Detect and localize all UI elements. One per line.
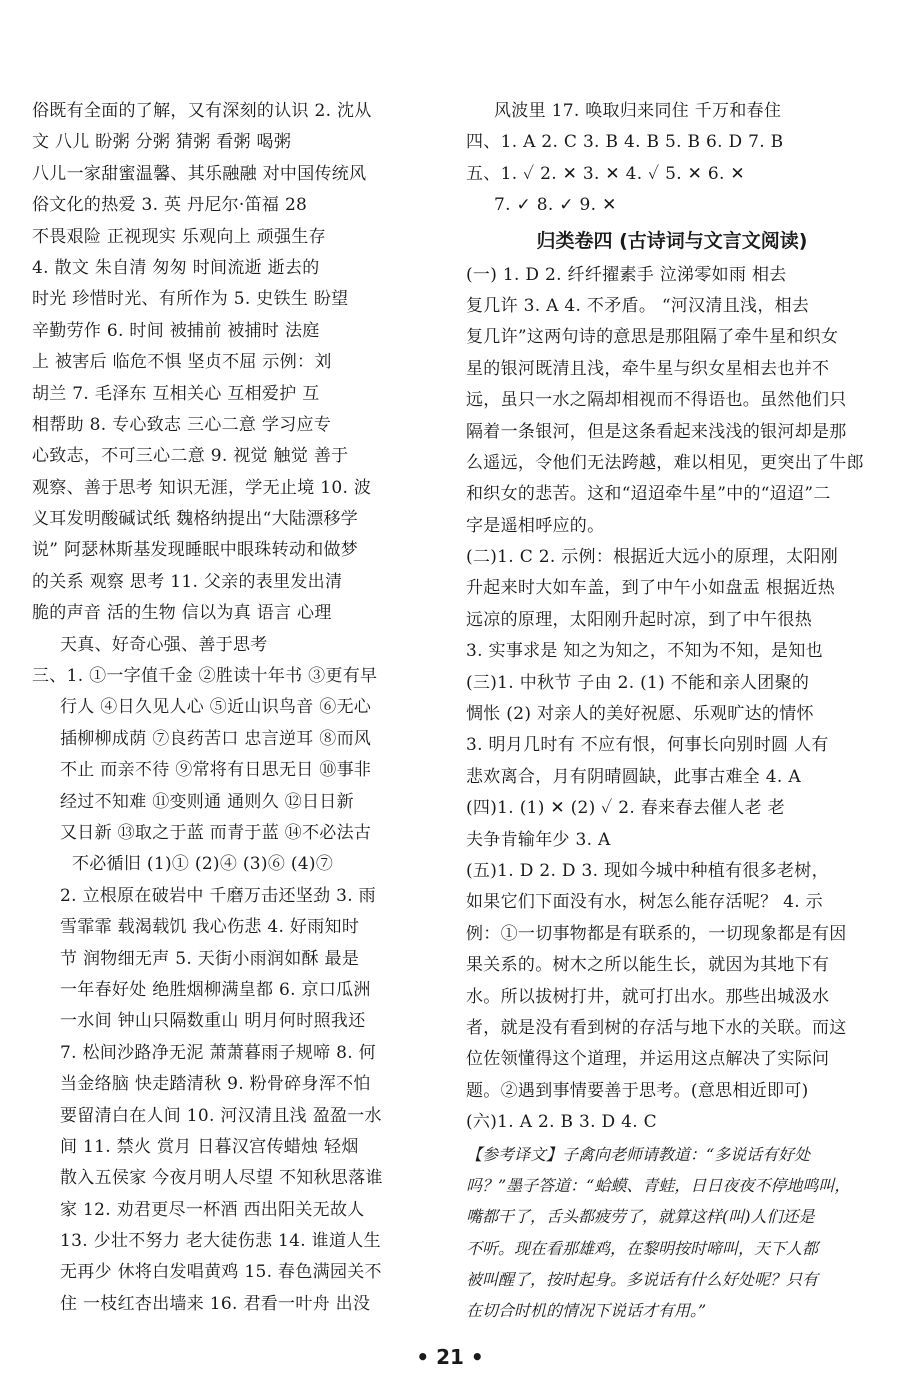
right-column (466, 96, 878, 1327)
text-line: 住 一枝红杏出墙来 16. 君看一叶舟 出没 (60, 1293, 371, 1314)
text-line: 不止 而亲不待 ⑨常将有日思无日 ⑩事非 (60, 760, 372, 781)
text-line: 隔着一条银河，但是这条看起来浅浅的银河却是那 (466, 421, 847, 442)
section-3-start: 三、1. ①一字值千金 ②胜读十年书 ③更有早 (32, 666, 378, 687)
translation-note: 在切合时机的情况下说话才有用。” (466, 1301, 707, 1321)
text-line: 2. 立根原在破岩中 千磨万击还坚劲 3. 雨 (60, 885, 376, 906)
text-line: 又日新 ⑬取之于蓝 而青于蓝 ⑭不必法古 (60, 822, 372, 843)
text-line: 天真、好奇心强、善于思考 (60, 634, 268, 655)
text-line: 字是遥相呼应的。 (466, 515, 605, 536)
text-line: 夫争肯输年少 3. A (466, 829, 611, 850)
text-line: 不必循旧 (1)① (2)④ (3)⑥ (4)⑦ (72, 854, 334, 875)
text-line: 节 润物细无声 5. 天街小雨润如酥 最是 (60, 948, 360, 969)
text-line: 果关系的。树木之所以能生长，就因为其地下有 (466, 955, 830, 976)
text-line: 远凉的原理，太阳刚升起时凉，到了中午很热 (466, 609, 812, 630)
translation-note: 不听。现在看那雄鸡，在黎明按时啼叫，天下人都 (466, 1238, 819, 1258)
text-line: 不畏艰险 正视现实 乐观向上 顽强生存 (32, 226, 326, 247)
text-line: 4. 散文 朱自清 匆匆 时间流逝 逝去的 (32, 257, 320, 278)
text-line: (六)1. A 2. B 3. D 4. C (466, 1112, 657, 1133)
text-line: 时光 珍惜时光、有所作为 5. 史铁生 盼望 (32, 289, 349, 310)
text-line: 一水间 钟山只隔数重山 明月何时照我还 (60, 1011, 366, 1032)
translation-note: 【参考译文】子禽向老师请教道：“多说话有好处 (466, 1144, 811, 1164)
text-line: 观察、善于思考 知识无涯，学无止境 10. 波 (32, 477, 372, 498)
text-line: 么遥远，令他们无法跨越，难以相见，更突出了牛郎 (466, 452, 864, 473)
text-line: 悲欢离合，月有阴晴圆缺，此事古难全 4. A (466, 766, 801, 787)
text-line: 如果它们下面没有水，树怎么能存活呢？ 4. 示 (466, 892, 823, 913)
text-line: 胡兰 7. 毛泽东 互相关心 互相爱护 互 (32, 383, 320, 404)
text-line: 7. ✓ 8. ✓ 9. ✕ (494, 195, 617, 216)
text-line: 心致志，不可三心二意 9. 视觉 触觉 善于 (32, 446, 349, 467)
text-line: 例：①一切事物都是有联系的，一切现象都是有因 (466, 923, 847, 944)
text-line: 雪霏霏 载渴载饥 我心伤悲 4. 好雨知时 (60, 917, 360, 938)
text-line: 题。②遇到事情要善于思考。(意思相近即可) (466, 1080, 809, 1101)
text-line: 复几许”这两句诗的意思是那阻隔了牵牛星和织女 (466, 327, 839, 348)
translation-note: 吗？”墨子答道：“蛤蟆、青蛙，日日夜夜不停地鸣叫， (466, 1175, 851, 1195)
section-heading: 归类卷四 (古诗词与文言文阅读) (536, 229, 808, 252)
text-line: 家 12. 劝君更尽一杯酒 西出阳关无故人 (60, 1199, 365, 1220)
text-line: 说” 阿瑟林斯基发现睡眠中眼珠转动和做梦 (32, 540, 359, 561)
text-line: 上 被害后 临危不惧 坚贞不屈 示例：刘 (32, 352, 332, 373)
text-line: 经过不知难 ⑪变则通 通则久 ⑫日日新 (60, 791, 354, 812)
text-line: 水。所以拔树打井，就可打出水。那些出城汲水 (466, 986, 830, 1007)
text-line: 义耳发明酸碱试纸 魏格纳提出“大陆漂移学 (32, 509, 359, 530)
text-line: 远，虽只一水之隔却相视而不得语也。虽然他们只 (466, 390, 847, 411)
text-line: (三)1. 中秋节 子由 2. (1) 不能和亲人团聚的 (466, 672, 810, 693)
translation-note: 嘴都干了，舌头都疲劳了，就算这样(叫)人们还是 (466, 1207, 815, 1227)
text-line: 要留清白在人间 10. 河汉清且浅 盈盈一水 (60, 1105, 382, 1126)
text-line: 者，就是没有看到树的存活与地下水的关联。而这 (466, 1017, 847, 1038)
text-line: (四)1. (1) ✕ (2) ✓ 2. 春来春去催人老 老 (466, 798, 785, 819)
text-line: 和织女的悲苦。这和“迢迢牵牛星”中的“迢迢”二 (466, 484, 831, 505)
text-line: 位佐领懂得这个道理，并运用这点解决了实际问 (466, 1049, 830, 1070)
text-line: (一) 1. D 2. 纤纤擢素手 泣涕零如雨 相去 (466, 264, 787, 285)
text-line: 八儿一家甜蜜温馨、其乐融融 对中国传统风 (32, 163, 367, 184)
text-line: 行人 ④日久见人心 ⑤近山识鸟音 ⑥无心 (60, 697, 372, 718)
text-line: 惆怅 (2) 对亲人的美好祝愿、乐观旷达的情怀 (466, 704, 814, 725)
text-line: 俗文化的热爱 3. 英 丹尼尔·笛福 28 (32, 195, 308, 216)
text-line: 相帮助 8. 专心致志 三心二意 学习应专 (32, 414, 332, 435)
text-line: 当金络脑 快走踏清秋 9. 粉骨碎身浑不怕 (60, 1074, 371, 1095)
text-line: 风波里 17. 唤取归来同住 千万和春住 (494, 101, 782, 121)
text-line: 脆的声音 活的生物 信以为真 语言 心理 (32, 603, 332, 624)
page-number: • 21 • (416, 1345, 484, 1369)
section-5-answers: 五、1. ✓ 2. ✕ 3. ✕ 4. ✓ 5. ✕ 6. ✕ (466, 163, 745, 184)
section-4-answers: 四、1. A 2. C 3. B 4. B 5. B 6. D 7. B (466, 132, 784, 153)
text-line: 复几许 3. A 4. 不矛盾。 “河汉清且浅，相去 (466, 295, 810, 316)
text-line: 无再少 休将白发唱黄鸡 15. 春色满园关不 (60, 1262, 382, 1283)
text-line: 升起来时大如车盖，到了中午小如盘盂 根据近热 (466, 578, 836, 599)
text-line: 7. 松间沙路净无泥 萧萧暮雨子规啼 8. 何 (60, 1042, 376, 1063)
text-line: 辛勤劳作 6. 时间 被捕前 被捕时 法庭 (32, 320, 320, 341)
text-line: 一年春好处 绝胜烟柳满皇都 6. 京口瓜洲 (60, 979, 371, 1000)
text-line: 散入五侯家 今夜月明人尽望 不知秋思落谁 (60, 1168, 383, 1189)
text-line: 3. 实事求是 知之为知之，不知为不知，是知也 (466, 641, 823, 662)
translation-note: 被叫醒了，按时起身。多说话有什么好处呢？只有 (466, 1270, 819, 1290)
text-line: 俗既有全面的了解，又有深刻的认识 2. 沈从 (32, 101, 372, 121)
text-line: 13. 少壮不努力 老大徒伤悲 14. 谁道人生 (60, 1231, 381, 1252)
text-line: 星的银河既清且浅，牵牛星与织女星相去也并不 (466, 358, 830, 379)
text-line: (五)1. D 2. D 3. 现如今城中种植有很多老树， (466, 860, 829, 881)
text-line: (二)1. C 2. 示例：根据近大远小的原理，太阳刚 (466, 547, 839, 568)
text-line: 的关系 观察 思考 11. 父亲的表里发出清 (32, 571, 343, 592)
text-line: 文 八儿 盼粥 分粥 猜粥 看粥 喝粥 (32, 132, 292, 153)
text-line: 间 11. 禁火 赏月 日暮汉宫传蜡烛 轻烟 (60, 1136, 359, 1157)
text-line: 3. 明月几时有 不应有恨，何事长向别时圆 人有 (466, 735, 829, 756)
left-column (32, 96, 442, 1320)
text-line: 插柳柳成荫 ⑦良药苦口 忠言逆耳 ⑧而风 (60, 728, 372, 749)
